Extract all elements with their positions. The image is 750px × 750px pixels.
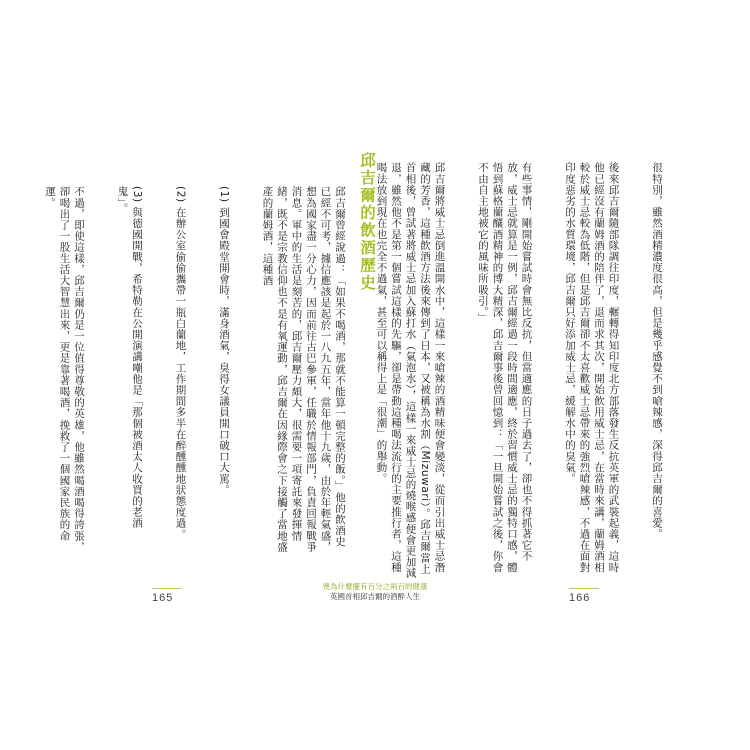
page-rule-left (152, 588, 182, 589)
page-rule-right (569, 588, 599, 589)
running-head (280, 582, 470, 602)
page-number-left: 165 (152, 592, 174, 604)
left-page-body (44, 186, 376, 554)
running-head-chapter-title: 英國首相邱吉爾的酒醉人生 (330, 592, 420, 601)
paragraph: 後來邱吉爾隨部隊調往印度，輾轉得知印度北方部落發生反抗英軍的武裝起義，這時他已經沒有蘭姆酒的陪伴了，退而求其次，開始飲用威士忌，在當時來講，蘭姆酒相較於威士忌較為低階，但是邱吉爾卻不太喜歡威士忌帶來的強烈嗆辣感，不過在面對印度惡劣的水質環境，邱吉爾只好添加威士忌，緩解水中的臭氣。 (564, 162, 620, 573)
right-page-body (375, 162, 693, 582)
point-item: (1) 到國會殿堂開會時，滿身酒氣，臭得女議員開口破口大罵。 (218, 186, 230, 496)
paragraph: 邱吉爾將威士忌倒進溫開水中，這樣一來嗆辣的酒精味便會變淡，從而引出威士忌潛藏的芳香，這種飲酒方法後來傳到了日本，又被稱為水割（Mizuwari）。邱吉爾當上首相後，曾試著將威士忌加入蘇打水（氣泡水），這樣一來威士忌的燒喉感便會更加減退，雖然他不是第一個嘗試這樣的先驅，卻是帶動這種喝法流行的主要推行者，這種喝法放到現在也完全不過氣，甚至可以稱得上是「很潮」的舉動。 (375, 162, 446, 579)
paragraph: 很特別，雖然酒精濃度很高，但是幾乎感覺不到嗆辣感，深得邱吉爾的喜愛。 (651, 162, 663, 540)
running-head-book-title: 喪為什麼擺有百分之兩百的健康 (322, 582, 428, 591)
point-item: (2) 在辦公室偷偷攜帶一瓶白蘭地，工作期間多半在醉醺醺地狀態度過。 (174, 186, 187, 540)
closing-paragraph: 不過，即使這樣，邱吉爾仍是一位值得尊敬的英雄，他雖然喝酒喝得誇張，卻喝出了一股生活大智慧出來，更是靠著喝酒，挽救了一個國家民族的命運。 (44, 186, 85, 553)
point-item: (3) 與德國開戰，希特勒在公開演講嘲他是「那個被酒太人收買的老酒鬼」。 (116, 186, 143, 529)
page-number-right: 166 (569, 592, 591, 604)
paragraph: 有些事情，剛開始嘗試時會無比反抗，但當適應的日子過去了，卻也不得抓著它不放，威士忌就算是一例，邱吉爾經過一段時間適應，終於習慣威士忌的獨特口感，體悟到蘇格蘭釀酒精神的博大精深，邱吉爾事後曾回憶到：「一旦開始嘗試之後，你會不由自主地被它的風味所吸引。」 (477, 162, 533, 573)
section-title: 邱吉爾的飲酒歷史 (358, 152, 376, 292)
paragraph: 邱吉爾曾經說過：「如果不喝酒，那就不能算一頓完整的飯。」他的飲酒史已經不可考，據信應該是起於一八九五年，當年他十九歲，由於年輕氣盛，想為國家盡一分心力，因而前往古巴參軍，任職於情報部門，負責回報戰爭消息。軍中的生活是刻苦的，邱吉爾壓力頗大，很需要一項寄託來發揮情緒，既不是宗教信仰也不是有氧運動，邱吉爾在因緣際會之下接觸了當地盛產的蘭姆酒，這種酒 (261, 186, 346, 553)
